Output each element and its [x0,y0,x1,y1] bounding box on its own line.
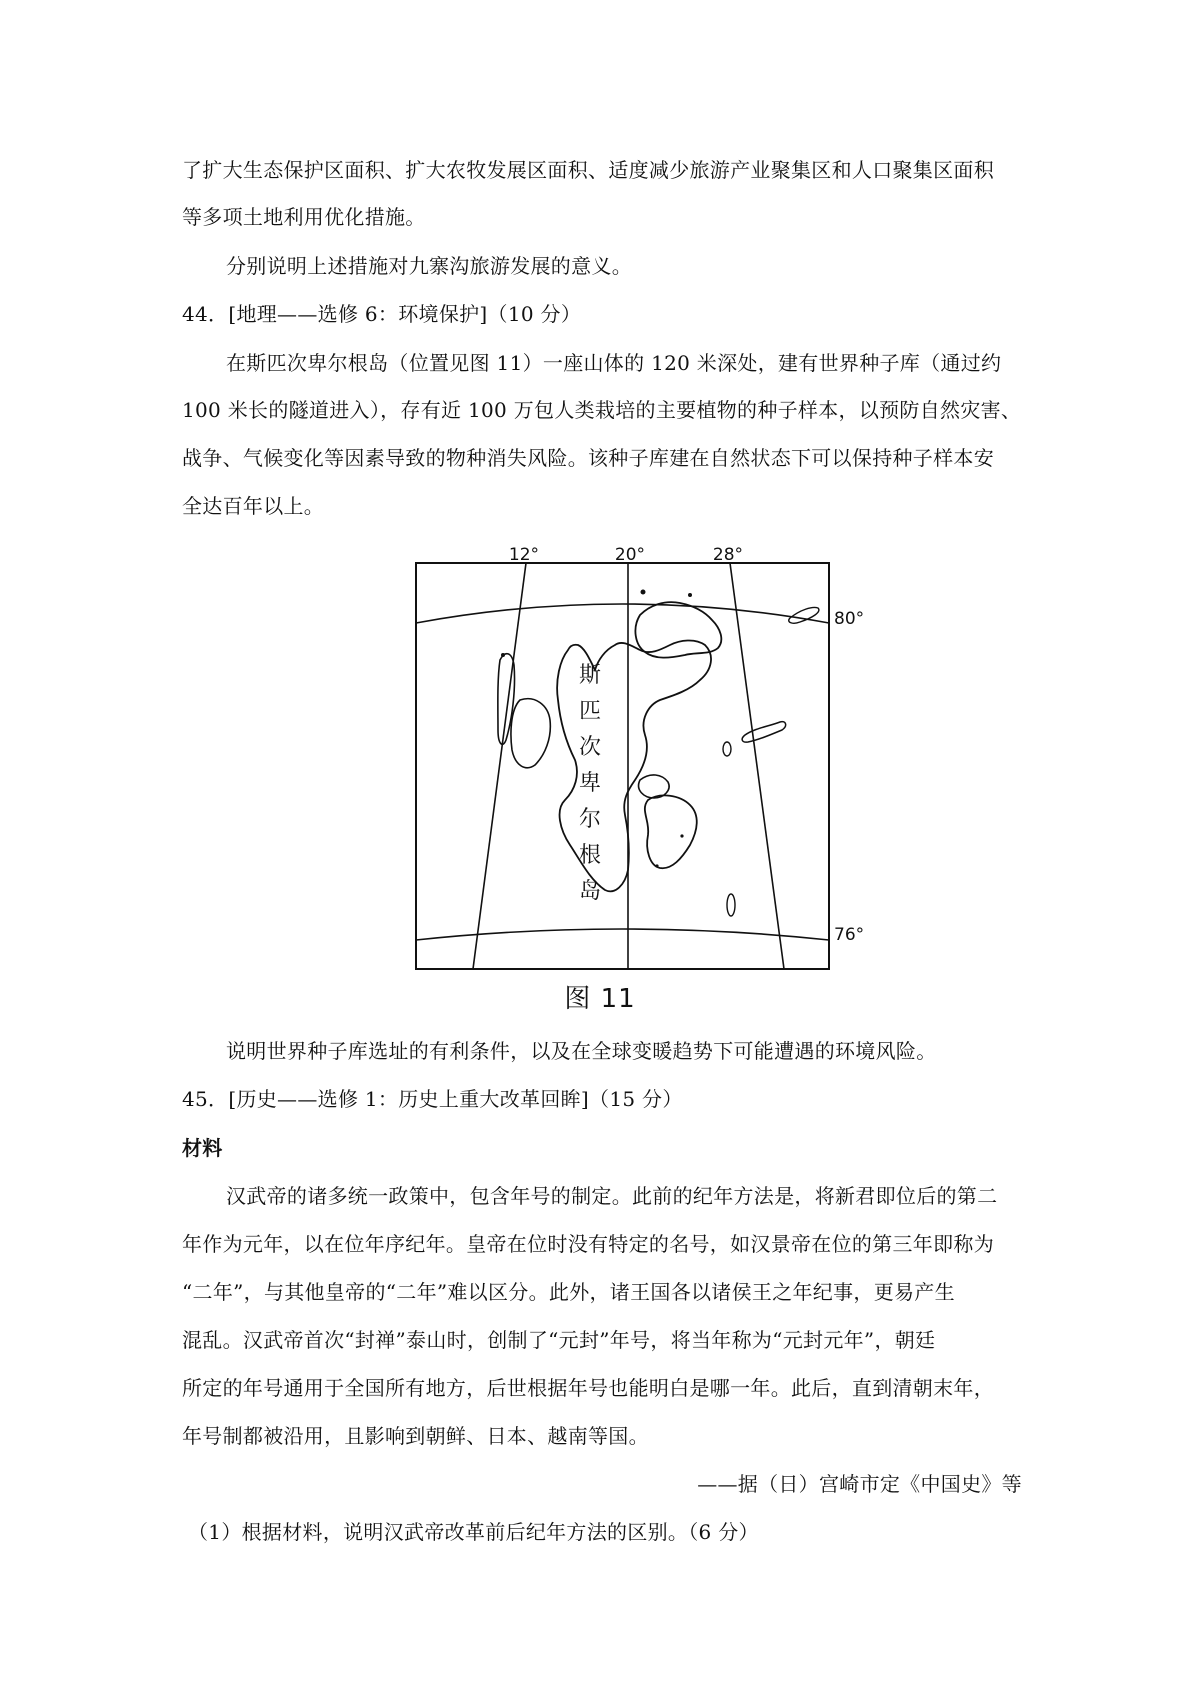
question-44-heading: 44．[地理——选修 6：环境保护]（10 分） [182,302,582,326]
sub-question-1: （1）根据材料，说明汉武帝改革前后纪年方法的区别。（6 分） [188,1520,759,1544]
paragraph-line: 等多项土地利用优化措施。 [182,205,426,229]
kong-karls-land-island [742,722,785,743]
edgeoya-island [645,795,697,868]
west-coast-lobe [511,699,550,768]
islet [688,593,692,597]
longitude-28-line [730,563,784,969]
island-label-char: 尔 [578,807,602,832]
islet [680,834,683,837]
island-name-label [579,663,601,904]
paragraph-line: 在斯匹次卑尔根岛（位置见图 11）一座山体的 120 米深处，建有世界种子库（通过约 [226,351,1002,375]
paragraph-line: 100 米长的隧道进入），存有近 100 万包人类栽培的主要植物的种子样本，以预防自然灾害、 [182,398,1022,422]
paragraph-line: 年号制都被沿用，且影响到朝鲜、日本、越南等国。 [182,1424,649,1448]
lon-label-20: 20° [614,545,646,565]
source-citation: ——据（日）宫崎市定《中国史》等 [697,1472,1022,1496]
lon-label-12: 12° [508,545,540,565]
question-45-heading: 45．[历史——选修 1：历史上重大改革回眸]（15 分） [182,1087,683,1111]
islet [641,590,646,595]
lat-label-76: 76° [834,925,865,945]
question-prompt: 说明世界种子库选址的有利条件，以及在全球变暖趋势下可能遭遇的环境风险。 [226,1039,937,1063]
islet [727,894,735,916]
longitude-12-line [473,563,526,969]
paragraph-line: 混乱。汉武帝首次“封禅”泰山时，创制了“元封”年号，将当年称为“元封元年”，朝廷 [182,1328,936,1352]
material-label: 材料 [182,1136,223,1160]
barentsoya-island [639,775,669,798]
lon-label-28: 28° [712,545,744,565]
paragraph-line: “二年”，与其他皇帝的“二年”难以区分。此外，诸王国各以诸侯王之年纪事，更易产生 [182,1280,955,1304]
figure-caption: 图 11 [564,984,636,1014]
paragraph-line: 战争、气候变化等因素导致的物种消失风险。该种子库建在自然状态下可以保持种子样本安 [182,446,994,470]
question-prompt: 分别说明上述措施对九寨沟旅游发展的意义。 [226,254,632,278]
map-frame [416,563,829,969]
islet [501,653,505,657]
latitude-80-line [416,604,829,623]
paragraph-line: 了扩大生态保护区面积、扩大农牧发展区面积、适度减少旅游产业聚集区和人口聚集区面积 [182,158,994,182]
paragraph-line: 全达百年以上。 [182,494,325,518]
island-label-char: 卑 [578,771,602,796]
island-label-char: 岛 [578,879,602,904]
island-label-char: 次 [578,735,602,760]
islet [723,742,731,756]
lat-label-80: 80° [834,609,865,629]
paragraph-line: 年作为元年，以在位年序纪年。皇帝在位时没有特定的名号，如汉景帝在位的第三年即称为 [182,1232,994,1256]
island-label-char: 匹 [578,699,602,724]
islet [655,864,658,867]
island-label-char: 斯 [578,663,602,688]
paragraph-line: 所定的年号通用于全国所有地方，后世根据年号也能明白是哪一年。此后，直到清朝末年， [182,1376,994,1400]
paragraph-line: 汉武帝的诸多统一政策中，包含年号的制定。此前的纪年方法是，将新君即位后的第二 [226,1184,998,1208]
island-label-char: 根 [578,843,602,868]
